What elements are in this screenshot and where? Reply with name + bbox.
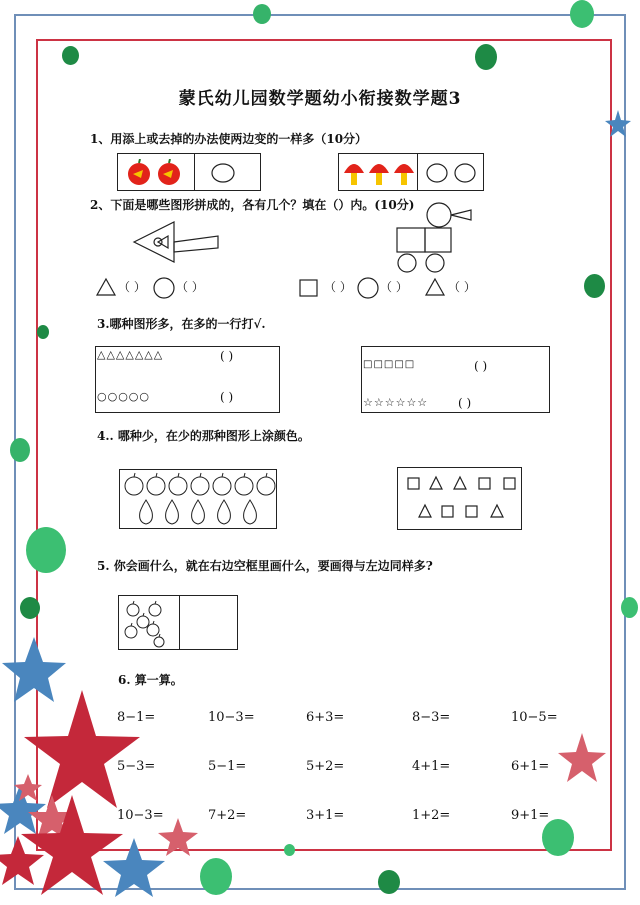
math-problem: 8−3= <box>412 710 451 725</box>
circle-icon <box>356 277 380 299</box>
q4-box-right <box>397 467 522 530</box>
math-problem: 1+2= <box>412 808 451 823</box>
answer-blank[interactable]: （ ） <box>380 280 408 294</box>
math-problem: 5+2= <box>306 759 345 774</box>
math-problem: 6+3= <box>306 710 345 725</box>
question-4: 4.. 哪种少，在少的那种图形上涂颜色。 <box>97 429 310 443</box>
math-problem: 10−5= <box>511 710 558 725</box>
stars-row: ☆☆☆☆☆☆ <box>363 396 429 409</box>
math-problem: 7+2= <box>208 808 247 823</box>
squares-row: □□□□□ <box>363 359 416 370</box>
math-problem: 6+1= <box>511 759 550 774</box>
q1-box-left <box>117 153 261 191</box>
answer-blank[interactable]: ( ) <box>458 396 472 410</box>
divider <box>417 154 418 190</box>
math-problem: 10−3= <box>208 710 255 725</box>
q4-box-left <box>119 469 277 529</box>
shapes-figure <box>398 468 520 528</box>
answer-blank[interactable]: ( ) <box>220 349 234 363</box>
divider <box>179 596 180 649</box>
circle-icon <box>208 161 238 185</box>
q1-box-right <box>338 153 484 191</box>
question-2: 2、下面是哪些图形拼成的，各有几个？填在（）内。(10分) <box>90 198 415 212</box>
square-icon <box>298 278 320 298</box>
circle-icon <box>423 161 483 185</box>
math-problem: 4+1= <box>412 759 451 774</box>
math-problem: 5−1= <box>208 759 247 774</box>
triangles-row: △△△△△△△ <box>97 348 164 361</box>
math-problem: 3+1= <box>306 808 345 823</box>
answer-blank[interactable]: （ ） <box>176 280 204 294</box>
math-problem: 8−1= <box>117 710 156 725</box>
math-problem: 9+1= <box>511 808 550 823</box>
question-6: 6. 算一算。 <box>118 673 183 687</box>
mushroom-icon <box>342 157 417 189</box>
apples-figure <box>119 596 179 649</box>
q5-box <box>118 595 238 650</box>
apple-icon <box>126 159 186 187</box>
triangle-icon <box>424 277 446 297</box>
circles-row: ○○○○○ <box>97 390 150 403</box>
circle-icon <box>152 277 176 299</box>
star-icon <box>0 110 631 897</box>
answer-blank[interactable]: （ ） <box>448 280 476 294</box>
page-title: 蒙氏幼儿园数学题幼小衔接数学题3 <box>178 89 462 109</box>
math-problem: 10−3= <box>117 808 164 823</box>
train-shape-figure <box>393 200 477 276</box>
answer-blank[interactable]: ( ) <box>474 359 488 373</box>
answer-blank[interactable]: ( ) <box>220 390 234 404</box>
question-1: 1、用添上或去掉的办法使两边变的一样多（10分） <box>90 132 368 146</box>
divider <box>194 154 195 190</box>
q3-box-right <box>361 346 550 413</box>
q3-box-left <box>95 346 280 413</box>
apples-and-pears-figure <box>120 470 276 528</box>
math-problem: 5−3= <box>117 759 156 774</box>
question-3: 3.哪种图形多，在多的一行打√. <box>97 317 266 331</box>
answer-blank[interactable]: （ ） <box>324 280 352 294</box>
triangle-icon <box>95 277 117 297</box>
answer-blank[interactable]: （ ） <box>118 280 146 294</box>
fish-shape-figure <box>130 218 222 268</box>
question-5: 5. 你会画什么，就在右边空框里画什么，要画得与左边同样多? <box>97 559 433 573</box>
